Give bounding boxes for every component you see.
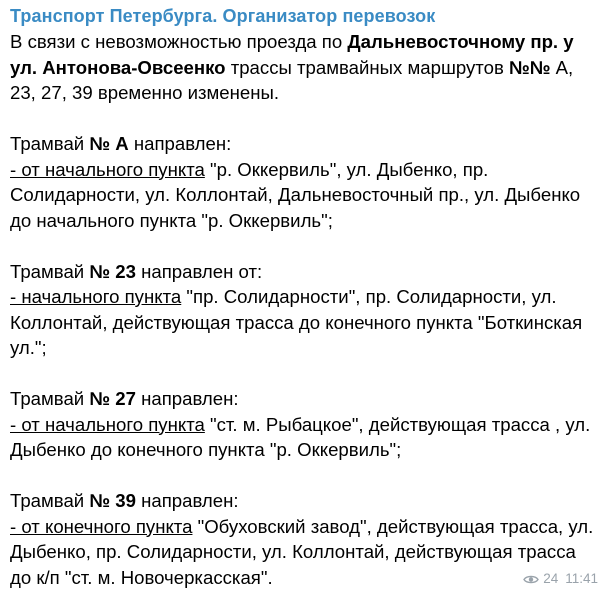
intro-text-1: В связи с невозможностью проезда по	[10, 31, 348, 52]
intro-bold-numbers: №№	[509, 56, 551, 78]
route-underlined-text: - от начального пункта	[10, 158, 205, 180]
intro-bold-street: Дальневосточному пр. у ул. Антонова-Овсеенко	[10, 31, 574, 78]
view-count: 24	[543, 571, 559, 586]
message-time: 11:41	[565, 571, 598, 586]
route-paragraph-39	[10, 488, 600, 590]
route-prefix: Трамвай	[10, 388, 90, 409]
route-underlined-text: - от начального пункта	[10, 413, 205, 435]
route-paragraph-23	[10, 259, 600, 361]
route-number: № 27	[89, 388, 136, 409]
route-description: "Обуховский завод", действующая трасса, ул. Дыбенко, пр. Солидарности, ул. Коллонтай, действующая трасса до к/п "ст. м. Новочеркасская".	[10, 515, 594, 588]
message-text	[10, 29, 600, 590]
route-description: "р. Оккервиль", ул. Дыбенко, пр. Солидарности, ул. Коллонтай, Дальневосточный пр., ул. Дыбенко до начального пункта "р. Оккервиль";	[10, 158, 581, 231]
route-number: № 23	[89, 260, 136, 282]
message-meta	[519, 571, 598, 586]
route-suffix: направлен:	[128, 133, 232, 154]
route-prefix: Трамвай	[10, 490, 90, 511]
route-number: № А	[89, 133, 129, 154]
route-underlined-text: - от конечного пункта	[10, 515, 193, 537]
route-prefix: Трамвай	[10, 260, 90, 282]
route-description: "пр. Солидарности", пр. Солидарности, ул. Коллонтай, действующая трасса до конечного пункта "Боткинская ул.";	[10, 286, 583, 358]
channel-name[interactable]: Транспорт Петербурга. Организатор перевозок	[10, 6, 436, 26]
route-paragraph-27	[10, 386, 600, 463]
intro-text-3: А, 23, 27, 39 временно изменены.	[10, 56, 574, 103]
eye-icon	[523, 573, 539, 584]
intro-paragraph	[10, 29, 600, 106]
route-number: № 39	[89, 490, 136, 511]
route-suffix: направлен от:	[135, 260, 263, 282]
route-suffix: направлен:	[135, 490, 239, 511]
route-description: "ст. м. Рыбацкое", действующая трасса , ул. Дыбенко до конечного пункта "р. Оккервиль";	[10, 413, 591, 460]
route-paragraph-a	[10, 131, 600, 233]
intro-text-2: трассы трамвайных маршрутов	[225, 56, 509, 78]
route-underlined-text: - начального пункта	[10, 286, 182, 307]
route-prefix: Трамвай	[10, 133, 90, 154]
route-suffix: направлен:	[135, 388, 239, 409]
